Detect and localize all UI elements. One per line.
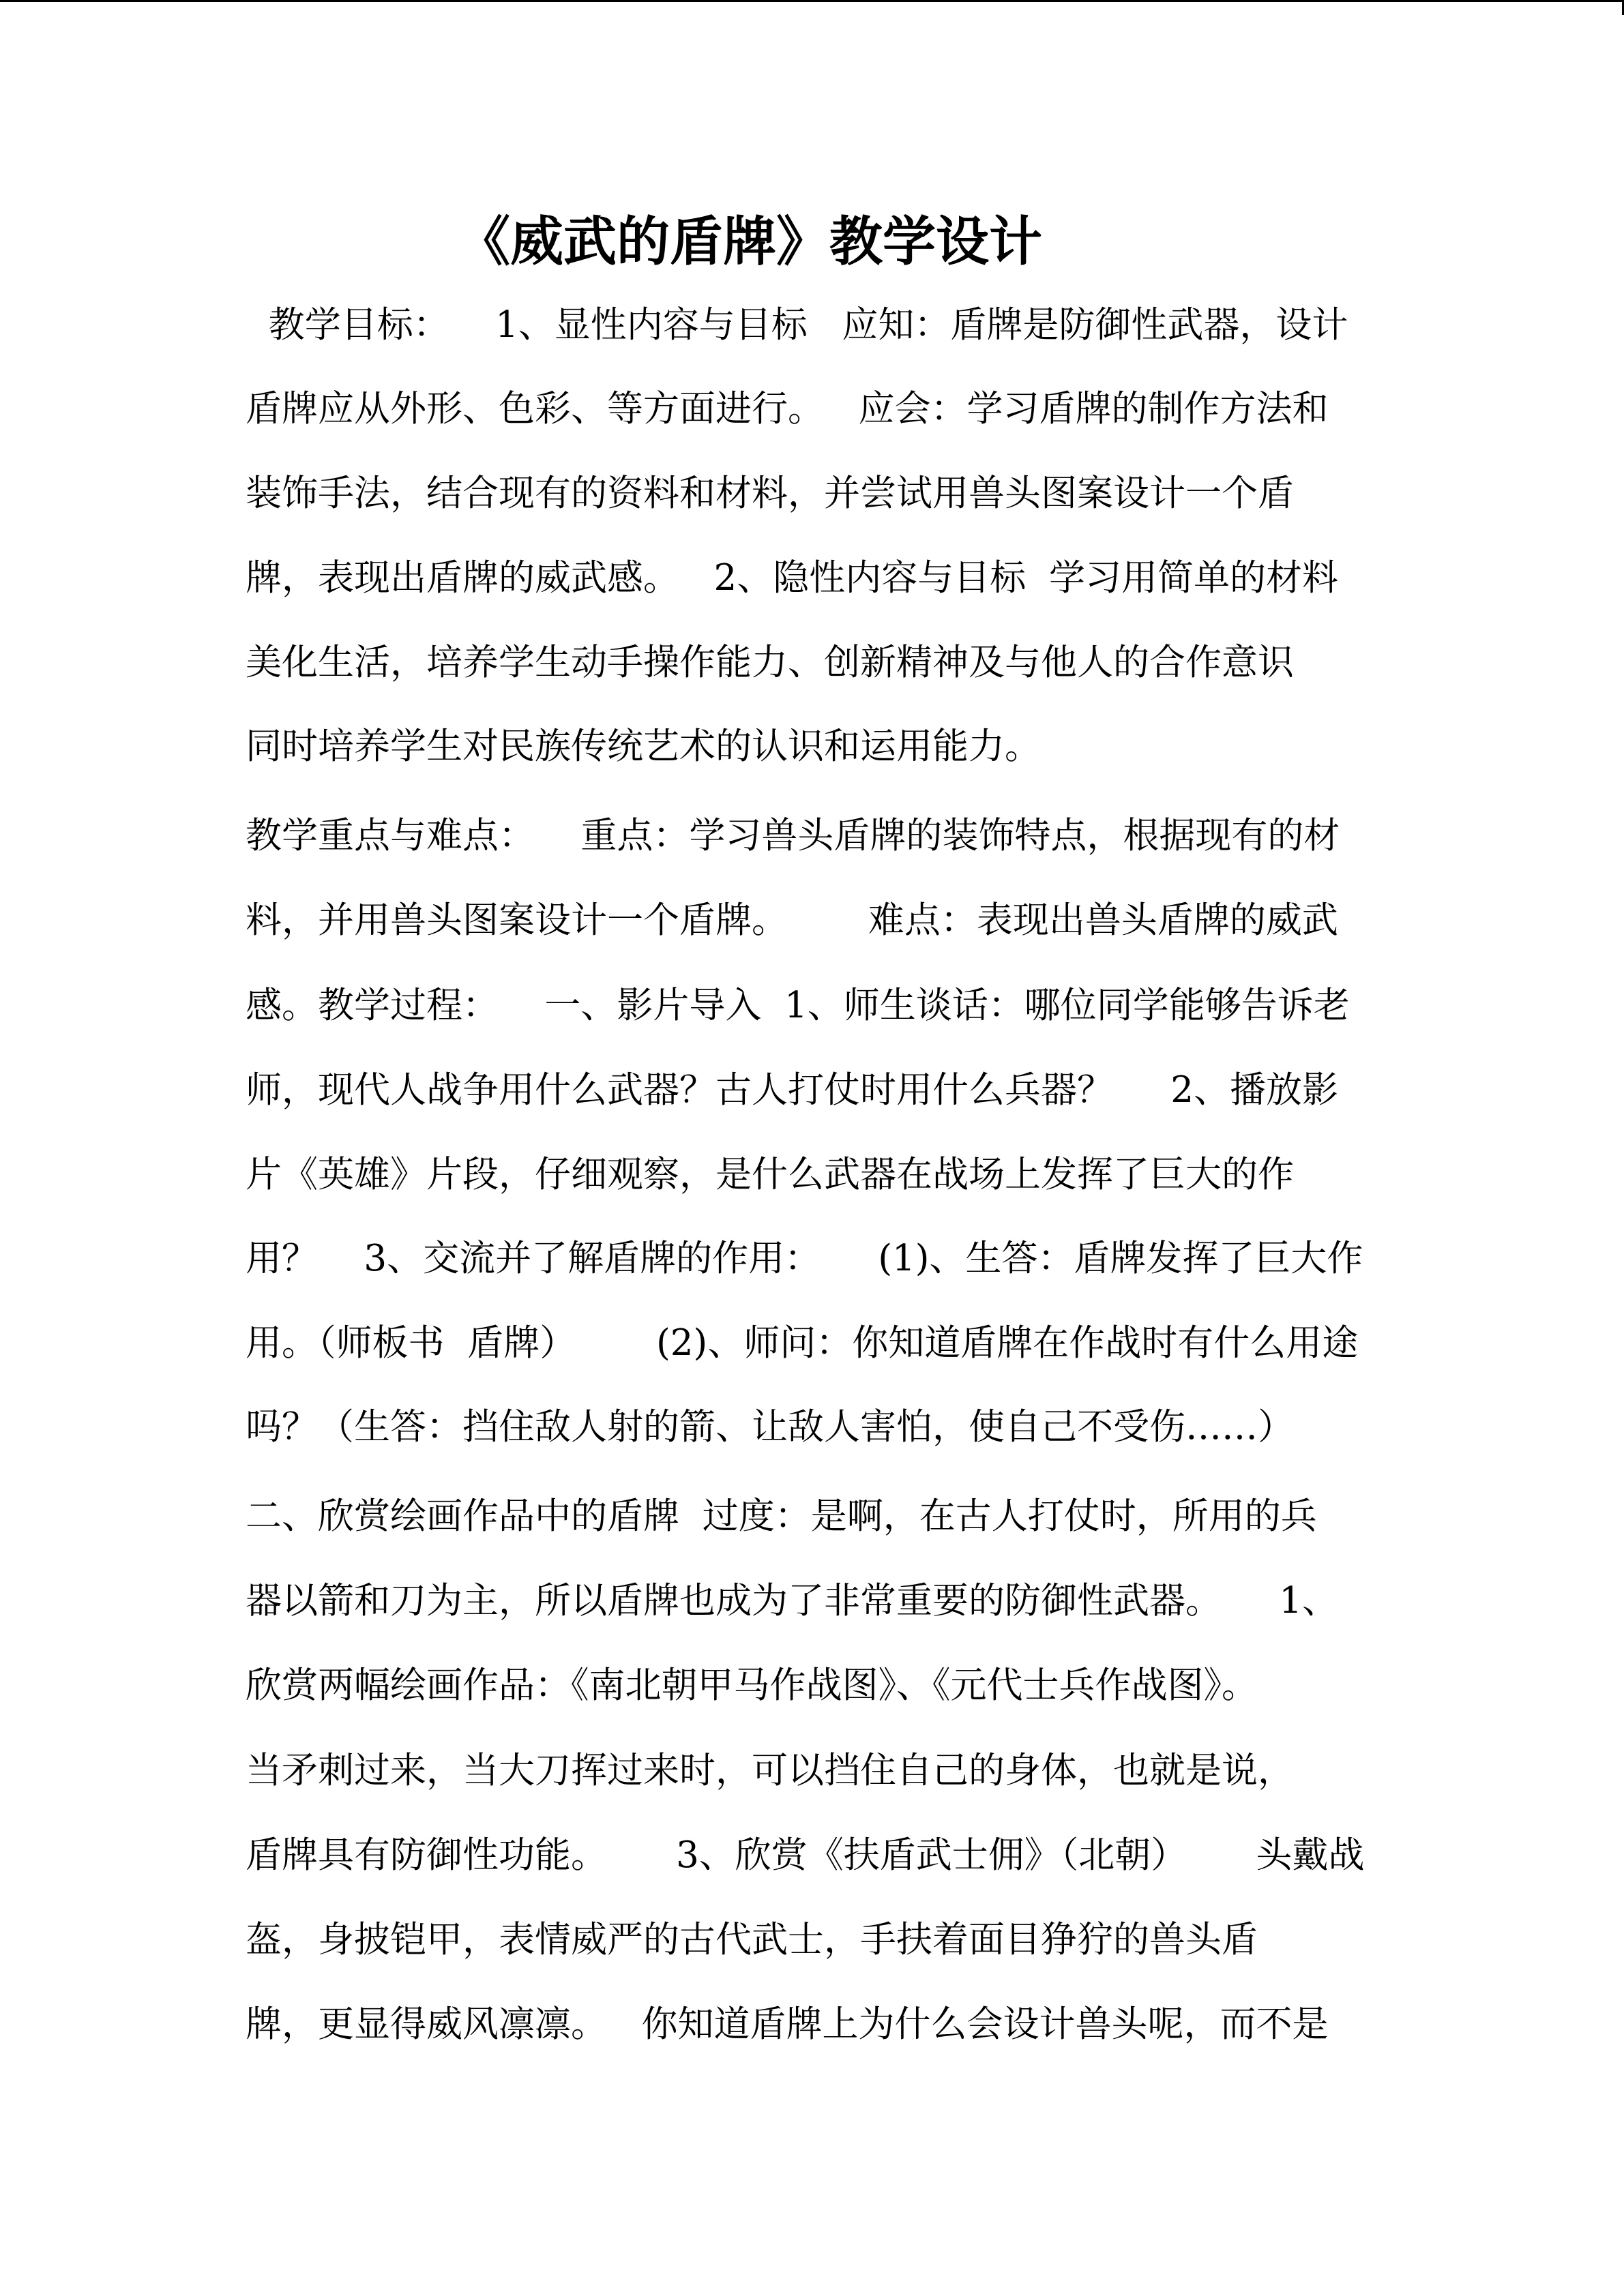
body-line: 牌，表现出盾牌的威武感。 2、隐性内容与目标 学习用简单的材料 <box>246 557 1338 599</box>
body-line: 盔，身披铠甲，表情威严的古代武士，手扶着面目狰狞的兽头盾 <box>246 1919 1258 1960</box>
body-line: 装饰手法，结合现有的资料和材料，并尝试用兽头图案设计一个盾 <box>246 473 1294 514</box>
body-line: 教学目标： 1、显性内容与目标 应知：盾牌是防御性武器，设计 <box>246 304 1348 346</box>
body-line: 当矛刺过来，当大刀挥过来时，可以挡住自己的身体，也就是说， <box>246 1750 1294 1791</box>
body-line: 同时培养学生对民族传统艺术的认识和运用能力。 <box>246 726 1041 767</box>
body-line: 感。教学过程： 一、影片导入 1、师生谈话：哪位同学能够告诉老 <box>246 985 1350 1026</box>
body-line: 器以箭和刀为主，所以盾牌也成为了非常重要的防御性武器。 1、 <box>246 1580 1338 1622</box>
document-title: 《威武的盾牌》教学设计 <box>457 211 1043 273</box>
body-line: 片《英雄》片段，仔细观察，是什么武器在战场上发挥了巨大的作 <box>246 1154 1294 1195</box>
body-line: 盾牌应从外形、色彩、等方面进行。 应会：学习盾牌的制作方法和 <box>246 388 1329 430</box>
body-line: 教学重点与难点： 重点：学习兽头盾牌的装饰特点，根据现有的材 <box>246 815 1340 856</box>
body-line: 牌，更显得威风凛凛。 你知道盾牌上为什么会设计兽头呢，而不是 <box>246 2003 1329 2045</box>
body-line: 用？ 3、交流并了解盾牌的作用： (1)、生答：盾牌发挥了巨大作 <box>246 1238 1363 1279</box>
top-border-line <box>0 0 1624 2</box>
body-line: 吗？（生答：挡住敌人射的箭、让敌人害怕，使自己不受伤……） <box>246 1406 1294 1448</box>
body-line: 料，并用兽头图案设计一个盾牌。 难点：表现出兽头盾牌的威武 <box>246 899 1338 941</box>
body-line: 师，现代人战争用什么武器？古人打仗时用什么兵器？ 2、播放影 <box>246 1069 1338 1111</box>
body-line: 二、欣赏绘画作品中的盾牌 过度：是啊，在古人打仗时，所用的兵 <box>246 1495 1317 1537</box>
body-line: 用。（师板书 盾牌） (2)、师问：你知道盾牌在作战时有什么用途 <box>246 1322 1359 1364</box>
body-line: 欣赏两幅绘画作品：《南北朝甲马作战图》、《元代士兵作战图》。 <box>246 1665 1258 1706</box>
body-line: 盾牌具有防御性功能。 3、欣赏《扶盾武士佣》（北朝） 头戴战 <box>246 1834 1365 1876</box>
body-line: 美化生活，培养学生动手操作能力、创新精神及与他人的合作意识 <box>246 642 1294 683</box>
